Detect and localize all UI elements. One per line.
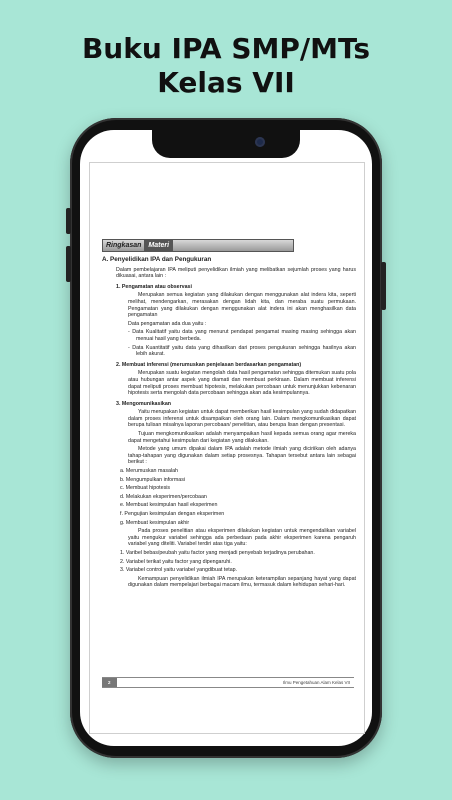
list-item: b. Mengumpulkan informasi xyxy=(120,476,186,483)
list-item: e. Membuat kesimpulan hasil eksperimen xyxy=(120,502,218,509)
headline-line-1: Buku IPA SMP/MTs xyxy=(81,32,371,65)
subsection-inferensi xyxy=(102,362,356,397)
promo-headline xyxy=(0,32,452,100)
subsection-title: 3. Mengomunikasikan xyxy=(116,400,172,407)
subsection-title: 1. Pengamatan atau observasi xyxy=(116,283,192,290)
list-item: f. Pengujian kesimpulan dengan eksperimen xyxy=(120,511,225,517)
list-item: g. Membuat kesimpulan akhir xyxy=(120,519,190,526)
paragraph: Data pengamatan ada dua yaitu : xyxy=(128,320,207,327)
paragraph: Tujuan mengkomunikasikan adalah menyampaikan hasil kepada semua orang agar mereka dapat mengetahui kesimpulan dari kegiatan yang dilakukan. xyxy=(128,431,356,444)
list-item: 3. Variabel control yaitu variabel yangdibuat tetap. xyxy=(120,567,238,574)
list-item: 2. Variabel terikat yaitu factor yang dipengaruhi. xyxy=(120,558,232,565)
paragraph: Merupakan suatu kegiatan mengolah data hasil pengamatan sehingga ditemukan suatu pola atau hubungan antar aspek yang diamati dan membuat perkiraan. Dalam membuat inferensi dapat meliputi proses membuat hipotesis, melakukan percobaan untuk menunjukkan kebenaran hipotesis serta mengolah data percobaan sehingga akan ada kesimpulannya. xyxy=(128,370,356,397)
paragraph: Kemampuan penyelidikan ilmiah IPA merupakan keterampilan sepanjang hayat yang dapat digunakan dalam mempelajari berbagai macam ilmu, termasuk dalam kehidupan sehari-hari. xyxy=(128,575,356,589)
page-footer xyxy=(102,677,354,688)
camera-icon xyxy=(255,137,265,147)
list-item: c. Membuat hipotesis xyxy=(120,485,171,492)
page-content xyxy=(102,257,356,591)
subsection-komunikasi xyxy=(102,401,356,589)
banner-label-ringkasan: Ringkasan xyxy=(106,242,142,249)
page-number: 2 xyxy=(102,678,117,687)
paragraph: Merupakan semua kegiatan yang dilakukan dengan menggunakan alat indera kita, seperti melihat, mendengarkan, merasakan dengan lidah kita, dan meraba suatu permukaan. Pengamatan yang dilakukan dengan menggunakan alat indera ini akan menghasilkan data pengamatan xyxy=(128,292,356,319)
list-item: 1. Varibel bebas/peubah yaitu factor yang menjadi penyebab terjadinya perubahan. xyxy=(120,549,315,556)
section-banner xyxy=(102,239,294,252)
paragraph: Pada proses penelitian atau eksperimen dilakukan kegiatan untuk mengendalikan variabel yaitu mengukur variabel sehingga ada perbedaan pada akhir eksperimen karena pengaruh variabel yang diteliti. Variabel terdiri atas tiga yaitu: xyxy=(128,528,356,548)
phone-side-button-right xyxy=(381,262,386,310)
bullet-item: - Data Kuantitatif yaitu data yang dihasilkan dari proses pengukuran sehingga hasilnya akan lebih akurat. xyxy=(128,344,356,358)
list-item: a. Merumuskan masalah xyxy=(120,468,178,475)
paragraph: Yaitu merupakan kegiatan untuk dapat memberikan hasil kesimpulan yang sudah didapatkan dalam proses inferensi untuk disampaikan oleh orang lain. Dalam mengkomunikasikan dapat berupa tulisan misalnya laporan percobaan/ penelitian, atau berupa lisan dengan presentasi. xyxy=(128,409,356,429)
section-a-title: A. Penyelidikan IPA dan Pengukuran xyxy=(102,256,212,263)
phone-side-button-left-1 xyxy=(66,208,71,234)
bullet-item: - Data Kualitatif yaitu data yang menurut pendapat pengamat masing masing sehingga akan menuai hasil yang berbeda. xyxy=(128,329,356,342)
phone-side-button-left-2 xyxy=(66,246,71,282)
paragraph: Metode yang umum dipakai dalam IPA adalah metode ilmiah yang diciriikan oleh adanya tahap-tahapan yang digunakan dalam setiap prosesnya. Tahapan tersebut antara lain sebagai berikut : xyxy=(128,446,356,466)
subsection-title: 2. Membuat inferensi (merumuskan penjelasan berdasarkan pengamatan) xyxy=(116,361,302,368)
list-item: d. Melakukan eksperimen/percobaan xyxy=(120,493,207,500)
banner-label-materi: Materi xyxy=(144,240,173,251)
subsection-observasi xyxy=(102,284,356,358)
phone-notch xyxy=(152,122,300,158)
intro-paragraph: Dalam pembelajaran IPA meliputi penyelidikan ilmiah yang melibatkan sejumlah proses yang harus dikuasai, antara lain : xyxy=(116,266,356,280)
headline-line-2: Kelas VII xyxy=(157,66,295,99)
book-page[interactable] xyxy=(89,162,365,734)
book-title-footer: Ilmu Pengetahuan Alam Kelas VII xyxy=(282,680,350,685)
